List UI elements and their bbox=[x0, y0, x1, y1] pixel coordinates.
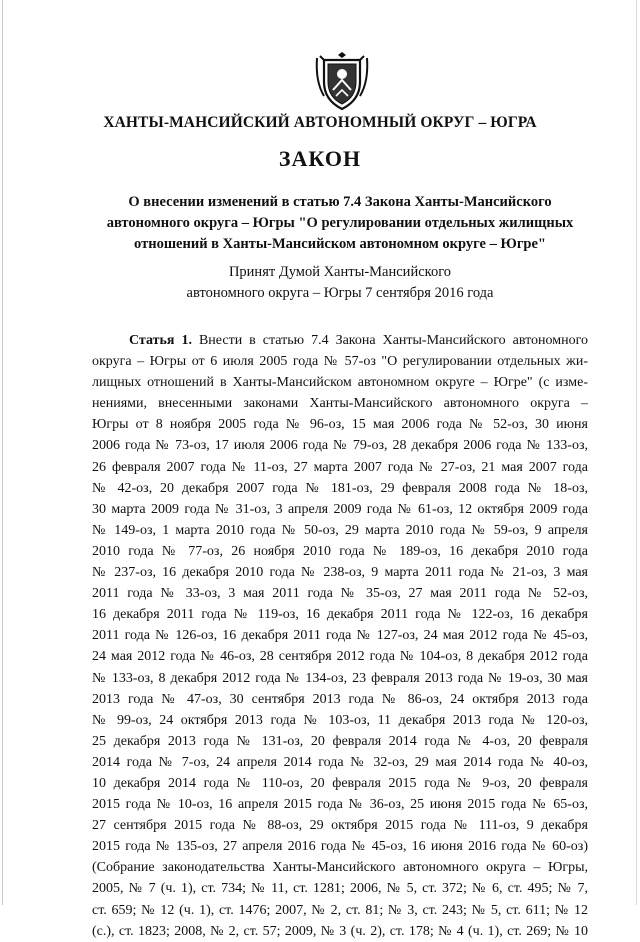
text-line: 2013 года № 47-оз, 30 сентября 2013 года № 86-оз, 24 октября 2013 года bbox=[92, 691, 588, 707]
text-line: округа – Югры от 6 июля 2005 года № 57-оз "О регулировании отдельных жи- bbox=[92, 354, 588, 370]
text-line: 10 декабря 2014 года № 110-оз, 20 февраля 2015 года № 9-оз, 20 февраля bbox=[92, 775, 588, 791]
article-1-text bbox=[92, 330, 588, 942]
text-line: Внести в статью 7.4 Закона Ханты-Мансийского автономного bbox=[198, 333, 589, 348]
adoption-note-line: Принят Думой Ханты-Мансийского bbox=[228, 264, 452, 280]
text-line: (Собрание законодательства Ханты-Мансийского автономного округа – Югры, bbox=[92, 860, 588, 876]
text-line: 24 мая 2012 года № 46-оз, 28 сентября 2012 года № 104-оз, 8 декабря 2012 года bbox=[92, 649, 588, 665]
law-subject bbox=[100, 192, 580, 255]
scan-edge-right bbox=[636, 0, 637, 905]
text-line: нениями, внесенными законами Ханты-Мансийского автономного округа – bbox=[92, 396, 588, 412]
text-line: 25 декабря 2013 года № 131-оз, 20 февраля 2014 года № 4-оз, 20 февраля bbox=[92, 733, 588, 749]
article-1-label: Статья 1. bbox=[129, 333, 192, 348]
text-line: 2010 года № 77-оз, 26 ноября 2010 года № 189-оз, 16 декабря 2010 года bbox=[92, 543, 588, 559]
scan-edge-left bbox=[2, 0, 3, 905]
coat-of-arms-icon bbox=[314, 52, 370, 112]
law-subject-line: О внесении изменений в статью 7.4 Закона Ханты-Мансийского bbox=[128, 194, 552, 210]
text-line: ст. 659; № 12 (ч. 1), ст. 1476; 2007, № 2, ст. 81; № 3, ст. 243; № 5, ст. 611; № 12 bbox=[92, 902, 588, 918]
document-type-title: ЗАКОН bbox=[278, 146, 362, 171]
text-line: 2015 года № 135-оз, 27 апреля 2016 года № 45-оз, 16 июня 2016 года № 60-оз) bbox=[92, 839, 588, 855]
text-line: 30 марта 2009 года № 31-оз, 3 апреля 2009 года № 61-оз, 12 октября 2009 года bbox=[92, 501, 588, 517]
region-title: ХАНТЫ-МАНСИЙСКИЙ АВТОНОМНЫЙ ОКРУГ – ЮГРА bbox=[103, 114, 537, 131]
text-line: 2015 года № 10-оз, 16 апреля 2015 года № 36-оз, 25 июня 2015 года № 65-оз, bbox=[92, 797, 588, 813]
text-line: № 149-оз, 1 марта 2010 года № 50-оз, 29 марта 2010 года № 59-оз, 9 апреля bbox=[92, 522, 588, 538]
text-line: 27 сентября 2015 года № 88-оз, 29 октября 2015 года № 111-оз, 9 декабря bbox=[92, 818, 588, 834]
text-line: 16 декабря 2011 года № 119-оз, 16 декабря 2011 года № 122-оз, 16 декабря bbox=[92, 607, 588, 623]
text-line: 2014 года № 7-оз, 24 апреля 2014 года № 32-оз, 29 мая 2014 года № 40-оз, bbox=[92, 754, 588, 770]
text-line: № 42-оз, 20 декабря 2007 года № 181-оз, 29 февраля 2008 года № 18-оз, bbox=[92, 480, 588, 496]
text-line: 2005, № 7 (ч. 1), ст. 734; № 11, ст. 1281; 2006, № 5, ст. 372; № 6, ст. 495; № 7, bbox=[92, 881, 588, 897]
law-subject-line: отношений в Ханты-Мансийском автономном округе – Югре" bbox=[134, 236, 546, 252]
text-line: № 99-оз, 24 октября 2013 года № 103-оз, 11 декабря 2013 года № 120-оз, bbox=[92, 712, 588, 728]
text-line: (с.), ст. 1823; 2008, № 2, ст. 57; 2009, № 3 (ч. 2), ст. 178; № 4 (ч. 1), ст. 269; № 10 bbox=[92, 923, 588, 939]
law-subject-line: автономного округа – Югры "О регулировании отдельных жилищных bbox=[106, 215, 574, 231]
text-line: Югры от 8 ноября 2005 года № 96-оз, 15 мая 2006 года № 52-оз, 30 июня bbox=[92, 417, 588, 433]
text-line: 2011 года № 33-оз, 3 мая 2011 года № 35-оз, 27 мая 2011 года № 52-оз, bbox=[92, 586, 588, 602]
text-line: № 237-оз, 16 декабря 2010 года № 238-оз, 9 марта 2011 года № 21-оз, 3 мая bbox=[92, 565, 588, 581]
adoption-note bbox=[100, 262, 580, 304]
text-line: лищных отношений в Ханты-Мансийском автономном округе – Югре" (с изме- bbox=[92, 375, 588, 391]
text-line: 26 февраля 2007 года № 11-оз, 27 марта 2007 года № 27-оз, 21 мая 2007 года bbox=[92, 459, 588, 475]
text-line: № 133-оз, 8 декабря 2012 года № 134-оз, 23 февраля 2013 года № 19-оз, 30 мая bbox=[92, 670, 588, 686]
text-line: 2011 года № 126-оз, 16 декабря 2011 года № 127-оз, 24 мая 2012 года № 45-оз, bbox=[92, 628, 588, 644]
adoption-note-line: автономного округа – Югры 7 сентября 2016 года bbox=[186, 285, 494, 301]
article-1-first-line bbox=[92, 330, 588, 351]
text-line: 2006 года № 73-оз, 17 июля 2006 года № 79-оз, 28 декабря 2006 года № 133-оз, bbox=[92, 438, 588, 454]
